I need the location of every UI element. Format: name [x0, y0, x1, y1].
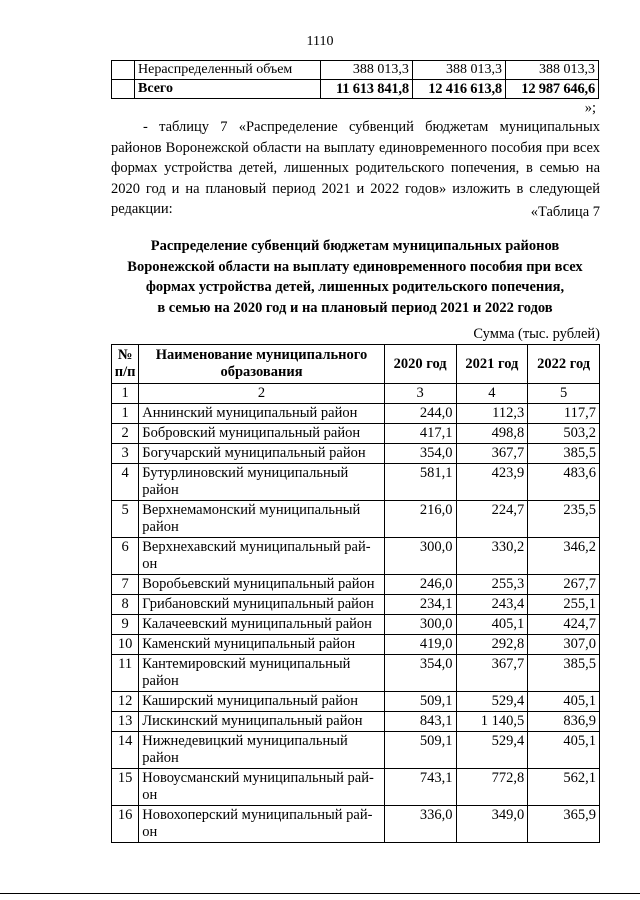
row-number: 3 — [112, 444, 139, 464]
value-2022: 307,0 — [528, 635, 600, 655]
value-2020: 417,1 — [384, 424, 456, 444]
value-2021: 772,8 — [456, 769, 528, 806]
value-2020: 246,0 — [384, 575, 456, 595]
table-row — [112, 444, 600, 464]
value-2022: 235,5 — [528, 501, 600, 538]
row-number: 16 — [112, 806, 139, 843]
row-label: Нераспределенный объем — [135, 61, 321, 80]
value-2022: 385,5 — [528, 444, 600, 464]
column-number: 2 — [139, 384, 385, 404]
municipality-name: Нижнедевицкий муниципальный район — [139, 732, 385, 769]
subventions-table — [111, 344, 600, 843]
municipality-name: Каширский муниципальный район — [139, 692, 385, 712]
row-number: 14 — [112, 732, 139, 769]
row-number: 4 — [112, 464, 139, 501]
value-2021: 224,7 — [456, 501, 528, 538]
value-2020: 354,0 — [384, 655, 456, 692]
header-2022: 2022 год — [528, 345, 600, 384]
page-bottom-rule — [0, 893, 640, 894]
municipality-name: Богучарский муниципальный район — [139, 444, 385, 464]
value-2020: 300,0 — [384, 615, 456, 635]
table-heading — [110, 236, 600, 318]
value-2021: 330,2 — [456, 538, 528, 575]
table-row — [112, 464, 600, 501]
column-number: 4 — [456, 384, 528, 404]
value-2021: 12 416 613,8 — [412, 80, 505, 99]
value-2021: 255,3 — [456, 575, 528, 595]
value-2021: 367,7 — [456, 444, 528, 464]
row-number: 15 — [112, 769, 139, 806]
value-2022: 483,6 — [528, 464, 600, 501]
value-2020: 354,0 — [384, 444, 456, 464]
closing-quote: »; — [584, 100, 596, 116]
row-number: 11 — [112, 655, 139, 692]
value-2022: 388 013,3 — [505, 61, 598, 80]
row-number: 12 — [112, 692, 139, 712]
value-2020: 216,0 — [384, 501, 456, 538]
value-2021: 498,8 — [456, 424, 528, 444]
row-label: Всего — [135, 80, 321, 99]
table-row — [112, 712, 600, 732]
amendment-paragraph: - таблицу 7 «Распределение субвенций бюджетам муниципальных районов Воронежской области на выплату единовременного пособия при всех формах устройства детей, лишенных родительского попечения, в семью на 2020 год и на плановый период 2021 и 2022 годов» изложить в следующей редакции: — [111, 119, 600, 217]
value-2022: 385,5 — [528, 655, 600, 692]
table-row — [112, 806, 600, 843]
municipality-name: Воробьевский муниципальный район — [139, 575, 385, 595]
municipality-name: Кантемировский муниципальный район — [139, 655, 385, 692]
value-2020: 843,1 — [384, 712, 456, 732]
value-2021: 243,4 — [456, 595, 528, 615]
value-2020: 509,1 — [384, 732, 456, 769]
header-row — [112, 345, 600, 384]
table-row — [112, 404, 600, 424]
table-row — [112, 635, 600, 655]
table-cell — [112, 80, 135, 99]
header-2020: 2020 год — [384, 345, 456, 384]
value-2020: 11 613 841,8 — [320, 80, 412, 99]
municipality-name: Каменский муниципальный район — [139, 635, 385, 655]
table-row — [112, 655, 600, 692]
value-2021: 1 140,5 — [456, 712, 528, 732]
heading-line: в семью на 2020 год и на плановый период 2021 и 2022 годов — [157, 299, 553, 316]
row-number: 5 — [112, 501, 139, 538]
row-number: 7 — [112, 575, 139, 595]
table-row — [112, 575, 600, 595]
table-row — [112, 424, 600, 444]
municipality-name: Верхнемамонский муниципальный район — [139, 501, 385, 538]
value-2021: 292,8 — [456, 635, 528, 655]
municipality-name: Бобровский муниципальный район — [139, 424, 385, 444]
value-2021: 529,4 — [456, 692, 528, 712]
value-2022: 424,7 — [528, 615, 600, 635]
table-row — [112, 732, 600, 769]
municipality-name: Аннинский муниципальный район — [139, 404, 385, 424]
value-2022: 562,1 — [528, 769, 600, 806]
row-number: 8 — [112, 595, 139, 615]
value-2020: 743,1 — [384, 769, 456, 806]
header-2021: 2021 год — [456, 345, 528, 384]
value-2020: 581,1 — [384, 464, 456, 501]
value-2020: 336,0 — [384, 806, 456, 843]
row-number: 10 — [112, 635, 139, 655]
row-number: 9 — [112, 615, 139, 635]
table-row — [112, 595, 600, 615]
column-number: 5 — [528, 384, 600, 404]
row-number: 2 — [112, 424, 139, 444]
table-row — [112, 769, 600, 806]
column-numbers-row — [112, 384, 600, 404]
value-2022: 836,9 — [528, 712, 600, 732]
municipality-name: Грибановский муниципальный район — [139, 595, 385, 615]
value-2022: 503,2 — [528, 424, 600, 444]
value-2020: 244,0 — [384, 404, 456, 424]
value-2020: 419,0 — [384, 635, 456, 655]
value-2021: 405,1 — [456, 615, 528, 635]
value-2021: 529,4 — [456, 732, 528, 769]
table-row — [112, 692, 600, 712]
value-2022: 117,7 — [528, 404, 600, 424]
value-2020: 300,0 — [384, 538, 456, 575]
header-num: № п/п — [112, 345, 139, 384]
value-2020: 509,1 — [384, 692, 456, 712]
table-row — [112, 538, 600, 575]
value-2021: 367,7 — [456, 655, 528, 692]
value-2022: 346,2 — [528, 538, 600, 575]
value-2022: 365,9 — [528, 806, 600, 843]
value-2021: 388 013,3 — [412, 61, 505, 80]
municipality-name: Калачеевский муниципальный район — [139, 615, 385, 635]
table-row — [112, 615, 600, 635]
row-number: 6 — [112, 538, 139, 575]
heading-line: формах устройства детей, лишенных родительского попечения, — [145, 279, 565, 295]
heading-line: Распределение субвенций бюджетам муниципальных районов — [150, 238, 560, 254]
heading-line: Воронежской области на выплату единовременного пособия при всех — [127, 258, 583, 275]
value-2021: 423,9 — [456, 464, 528, 501]
table-row-total — [112, 80, 599, 99]
municipality-name: Бутурлиновский муниципальный район — [139, 464, 385, 501]
value-2022: 405,1 — [528, 732, 600, 769]
value-2022: 405,1 — [528, 692, 600, 712]
municipality-name: Новохоперский муниципальный рай-он — [139, 806, 385, 843]
header-name: Наименование муниципального образования — [139, 345, 385, 384]
continued-table-tail — [111, 60, 599, 99]
table-row — [112, 61, 599, 80]
table-row — [112, 501, 600, 538]
page-number: 1110 — [306, 34, 334, 49]
value-2020: 388 013,3 — [320, 61, 412, 80]
column-number: 3 — [384, 384, 456, 404]
value-2022: 255,1 — [528, 595, 600, 615]
units-label: Сумма (тыс. рублей) — [473, 326, 600, 342]
column-number: 1 — [112, 384, 139, 404]
value-2020: 234,1 — [384, 595, 456, 615]
municipality-name: Новоусманский муниципальный рай-он — [139, 769, 385, 806]
row-number: 1 — [112, 404, 139, 424]
value-2022: 267,7 — [528, 575, 600, 595]
table-label: «Таблица 7 — [530, 204, 600, 220]
table-cell — [112, 61, 135, 80]
municipality-name: Лискинский муниципальный район — [139, 712, 385, 732]
row-number: 13 — [112, 712, 139, 732]
value-2022: 12 987 646,6 — [505, 80, 598, 99]
value-2021: 112,3 — [456, 404, 528, 424]
municipality-name: Верхнехавский муниципальный рай-он — [139, 538, 385, 575]
value-2021: 349,0 — [456, 806, 528, 843]
